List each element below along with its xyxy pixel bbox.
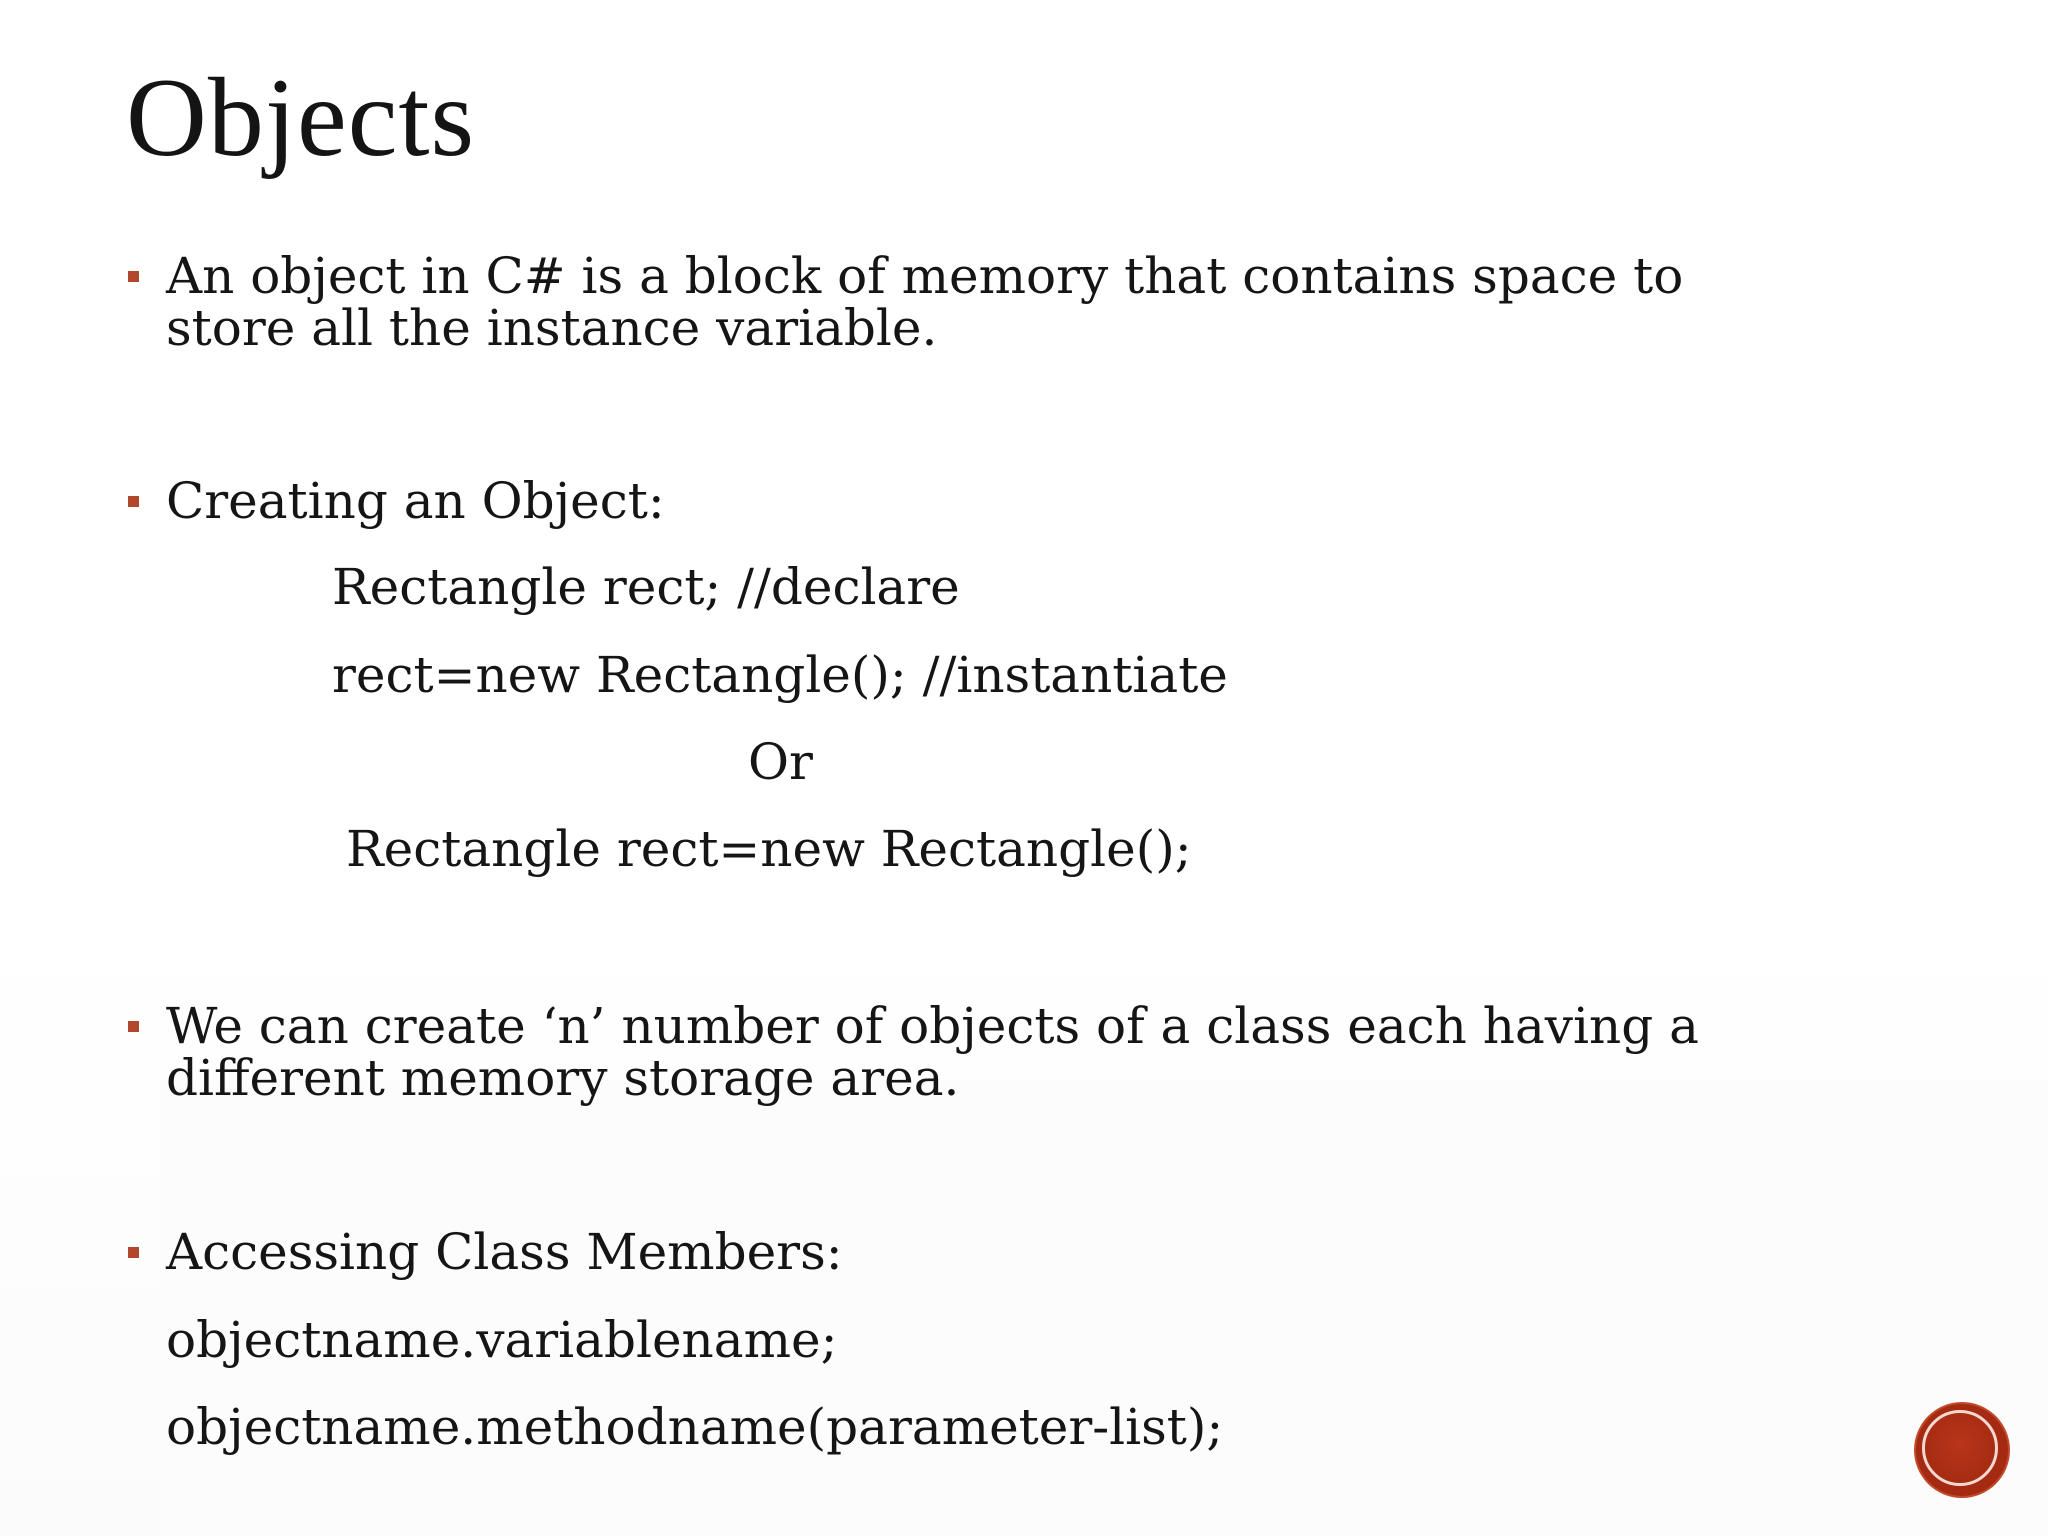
code-line-declare: Rectangle rect; //declare xyxy=(332,558,960,616)
code-line-method-access: objectname.methodname(parameter-list); xyxy=(166,1398,1224,1456)
bullet-3-line-1: We can create ‘n’ number of objects of a class each having a xyxy=(166,997,1699,1055)
next-slide-button[interactable] xyxy=(1916,1404,2008,1496)
code-line-instantiate: rect=new Rectangle(); //instantiate xyxy=(332,646,1228,704)
slide-title: Objects xyxy=(126,56,476,180)
bullet-1-line-1: An object in C# is a block of memory that contains space to xyxy=(166,247,1684,305)
bullet-marker xyxy=(128,1021,139,1032)
bullet-marker xyxy=(128,496,139,507)
bullet-2-line-1: Creating an Object: xyxy=(166,472,665,530)
code-line-or: Or xyxy=(748,733,813,791)
code-line-variable-access: objectname.variablename; xyxy=(166,1311,838,1369)
code-line-combined: Rectangle rect=new Rectangle(); xyxy=(346,820,1192,878)
bullet-marker xyxy=(128,1247,139,1258)
bullet-3-line-2: different memory storage area. xyxy=(166,1049,960,1107)
bullet-1-line-2: store all the instance variable. xyxy=(166,299,938,357)
lower-background-panel xyxy=(160,1080,2048,1536)
bullet-4-line-1: Accessing Class Members: xyxy=(166,1223,843,1281)
bullet-marker xyxy=(128,271,139,282)
